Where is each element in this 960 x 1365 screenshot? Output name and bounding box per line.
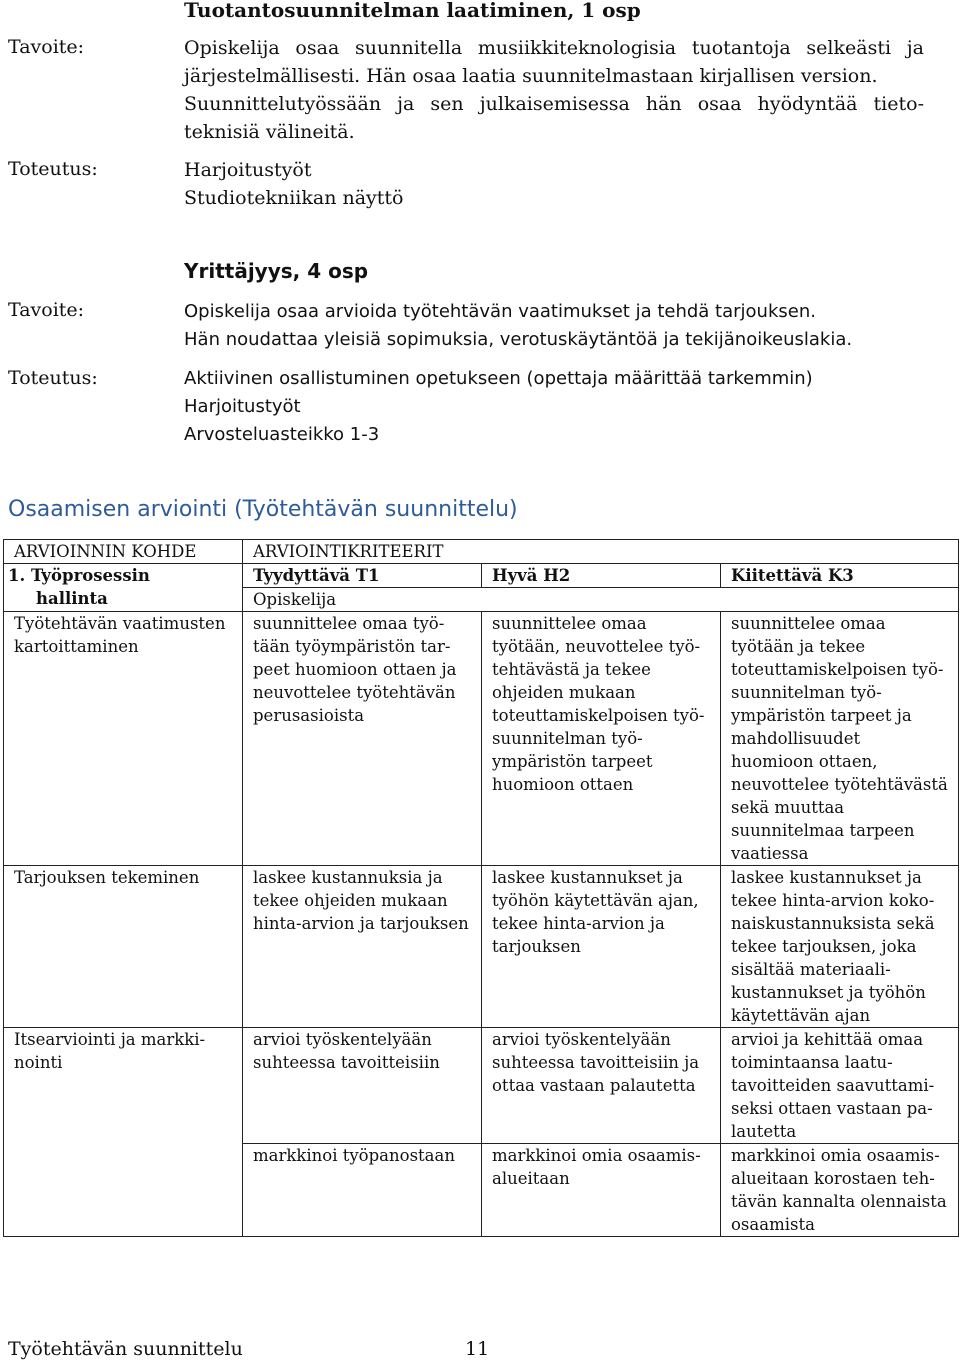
cell-line: tekee ohjeiden mukaan xyxy=(253,891,448,910)
grade-t1 xyxy=(243,564,482,588)
row-k3-cell xyxy=(721,612,959,866)
cell-line: tään työympäristön tar- xyxy=(253,637,451,656)
cell-line: laskee kustannukset ja xyxy=(731,868,922,887)
section2-goal-label: Tavoite: xyxy=(8,299,85,321)
cell-line: lautetta xyxy=(731,1122,797,1141)
table-row xyxy=(4,1028,959,1144)
grade-h2 xyxy=(482,564,721,588)
cell-line: seksi ottaen vastaan pa- xyxy=(731,1099,933,1118)
text-line: Opiskelija osaa arvioida työtehtävän vaatimukset ja tehdä tarjouksen. xyxy=(184,301,816,322)
subject-text: Opiskelija xyxy=(253,590,337,609)
cell-line: suhteessa tavoitteisiin ja xyxy=(492,1053,700,1072)
section2-impl-label: Toteutus: xyxy=(8,367,98,389)
grade-t1-label: Tyydyttävä T1 xyxy=(253,566,380,585)
section1-impl-text xyxy=(184,156,924,212)
row-t1-cell xyxy=(243,612,482,866)
col-target-text: ARVIOINNIN KOHDE xyxy=(14,542,197,561)
text-line: Harjoitustyöt xyxy=(184,396,301,417)
table-header-row xyxy=(4,540,959,564)
text-line: Hän noudattaa yleisiä sopimuksia, verotuskäytäntöä ja tekijänoikeuslakia. xyxy=(184,329,853,350)
cell-line: tävän kannalta olennaista xyxy=(731,1192,947,1211)
area-line: hallinta xyxy=(36,589,108,608)
section1-goal-text xyxy=(184,34,924,146)
cell-line: naiskustannuksista sekä xyxy=(731,914,935,933)
cell-line: toimintaansa laatu- xyxy=(731,1053,893,1072)
cell-line: huomioon ottaen, xyxy=(731,752,878,771)
cell-line: Itsearviointi ja markki- xyxy=(14,1030,206,1049)
cell-line: sekä muuttaa xyxy=(731,798,845,817)
cell-line: kustannukset ja työhön xyxy=(731,983,926,1002)
cell-line: suunnitelmaa tarpeen xyxy=(731,821,915,840)
cell-line: toteuttamiskelpoisen työ- xyxy=(492,706,705,725)
subject-cell xyxy=(243,588,959,612)
table-row xyxy=(4,612,959,866)
text-line: Aktiivinen osallistuminen opetukseen (opettaja määrittää tarkemmin) xyxy=(184,368,813,389)
cell-line: suhteessa tavoitteisiin xyxy=(253,1053,440,1072)
cell-line: laskee kustannuksia ja xyxy=(253,868,443,887)
cell-line: neuvottelee työtehtävän xyxy=(253,683,456,702)
footer-title: Työtehtävän suunnittelu xyxy=(8,1338,243,1360)
cell-line: arvioi ja kehittää omaa xyxy=(731,1030,924,1049)
cell-line: työtään, neuvottelee työ- xyxy=(492,637,701,656)
cell-line: työhön käytettävän ajan, xyxy=(492,891,699,910)
assessment-title: Osaamisen arviointi (Työtehtävän suunnittelu) xyxy=(8,497,518,522)
text-line: Opiskelija osaa suunnitella musiikkiteknologisia tuotantoja selkeästi ja xyxy=(184,37,924,59)
cell-line: alueitaan xyxy=(492,1169,570,1188)
col-criteria-header xyxy=(243,540,959,564)
row-h2-cell xyxy=(482,1028,721,1144)
section1-goal-label: Tavoite: xyxy=(8,36,85,58)
cell-line: ottaa vastaan palautetta xyxy=(492,1076,696,1095)
cell-line: perusasioista xyxy=(253,706,365,725)
cell-line: tavoitteiden saavuttami- xyxy=(731,1076,935,1095)
row-h2-cell xyxy=(482,1144,721,1237)
row-t1-cell xyxy=(243,1144,482,1237)
cell-line: markkinoi työpanostaan xyxy=(253,1146,455,1165)
grade-k3-label: Kiitettävä K3 xyxy=(731,566,854,585)
cell-line: alueitaan korostaen teh- xyxy=(731,1169,935,1188)
cell-line: markkinoi omia osaamis- xyxy=(492,1146,701,1165)
grade-row xyxy=(4,564,959,588)
row-target-cell xyxy=(4,866,243,1028)
table-row xyxy=(4,866,959,1028)
cell-line: sisältää materiaali- xyxy=(731,960,891,979)
cell-line: suunnitelman työ- xyxy=(731,683,882,702)
area-cell xyxy=(4,564,243,612)
cell-line: toteuttamiskelpoisen työ- xyxy=(731,660,944,679)
row-target-cell xyxy=(4,1028,243,1237)
grade-k3 xyxy=(721,564,959,588)
cell-line: huomioon ottaen xyxy=(492,775,634,794)
cell-line: tekee hinta-arvion koko- xyxy=(731,891,935,910)
cell-line: tekee tarjouksen, joka xyxy=(731,937,917,956)
cell-line: ohjeiden mukaan xyxy=(492,683,636,702)
section1-heading: Tuotantosuunnitelman laatiminen, 1 osp xyxy=(184,0,641,22)
cell-line: käytettävän ajan xyxy=(731,1006,871,1025)
cell-line: tehtävästä ja tekee xyxy=(492,660,651,679)
col-criteria-text: ARVIOINTIKRITEERIT xyxy=(253,542,444,561)
section2-goal-text xyxy=(184,298,924,354)
cell-line: ympäristön tarpeet ja xyxy=(731,706,912,725)
text-line: Suunnittelutyössään ja sen julkaisemisessa hän osaa hyödyntää tieto- xyxy=(184,93,924,115)
cell-line: mahdollisuudet xyxy=(731,729,861,748)
cell-line: ympäristön tarpeet xyxy=(492,752,653,771)
cell-line: peet huomioon ottaen ja xyxy=(253,660,457,679)
grade-h2-label: Hyvä H2 xyxy=(492,566,571,585)
cell-line: suunnitelman työ- xyxy=(492,729,643,748)
cell-line: kartoittaminen xyxy=(14,637,139,656)
row-h2-cell xyxy=(482,866,721,1028)
row-k3-cell xyxy=(721,866,959,1028)
page-number: 11 xyxy=(465,1338,490,1360)
cell-line: osaamista xyxy=(731,1215,815,1234)
row-k3-cell xyxy=(721,1028,959,1144)
cell-line: laskee kustannukset ja xyxy=(492,868,683,887)
cell-line: tarjouksen xyxy=(492,937,581,956)
cell-line: suunnittelee omaa xyxy=(492,614,647,633)
row-k3-cell xyxy=(721,1144,959,1237)
row-h2-cell xyxy=(482,612,721,866)
row-t1-cell xyxy=(243,1028,482,1144)
cell-line: suunnittelee omaa työ- xyxy=(253,614,445,633)
text-line: Harjoitustyöt xyxy=(184,159,312,181)
cell-line: hinta-arvion ja tarjouksen xyxy=(253,914,469,933)
cell-line: suunnittelee omaa xyxy=(731,614,886,633)
col-target-header xyxy=(4,540,243,564)
cell-line: tekee hinta-arvion ja xyxy=(492,914,665,933)
text-line: Arvosteluasteikko 1-3 xyxy=(184,424,380,445)
cell-line: Työtehtävän vaatimusten xyxy=(14,614,226,633)
section2-heading: Yrittäjyys, 4 osp xyxy=(184,259,369,283)
text-line: teknisiä välineitä. xyxy=(184,121,355,143)
section1-impl-label: Toteutus: xyxy=(8,158,98,180)
text-line: Studiotekniikan näyttö xyxy=(184,187,404,209)
cell-line: markkinoi omia osaamis- xyxy=(731,1146,940,1165)
assessment-table xyxy=(3,539,959,1237)
area-line: 1. Työprosessin xyxy=(8,566,150,585)
row-t1-cell xyxy=(243,866,482,1028)
cell-line: neuvottelee työtehtävästä xyxy=(731,775,948,794)
cell-line: arvioi työskentelyään xyxy=(492,1030,671,1049)
section2-impl-text xyxy=(184,365,924,449)
cell-line: työtään ja tekee xyxy=(731,637,866,656)
row-target-cell xyxy=(4,612,243,866)
text-line: järjestelmällisesti. Hän osaa laatia suunnitelmastaan kirjallisen version. xyxy=(184,65,878,87)
cell-line: vaatiessa xyxy=(731,844,809,863)
cell-line: Tarjouksen tekeminen xyxy=(14,868,200,887)
cell-line: nointi xyxy=(14,1053,63,1072)
cell-line: arvioi työskentelyään xyxy=(253,1030,432,1049)
